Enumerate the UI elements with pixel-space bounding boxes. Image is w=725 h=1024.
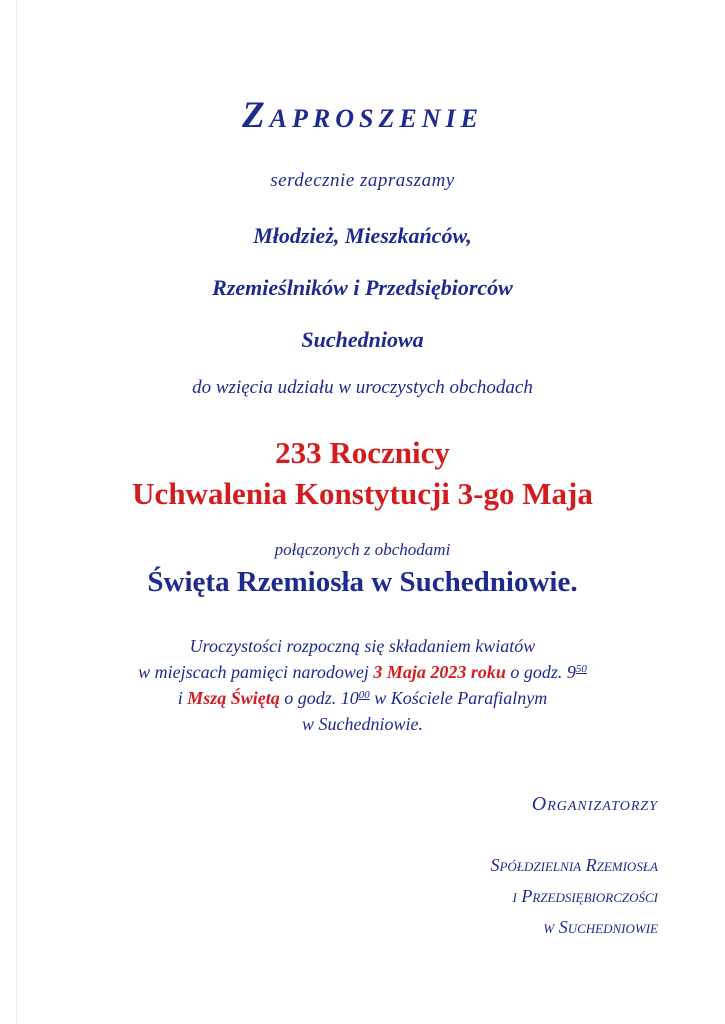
holy-mass: Mszą Świętą	[187, 688, 280, 708]
time-2-minutes: 00	[358, 689, 370, 701]
organizer-line-2: i Przedsiębiorczości	[512, 886, 658, 906]
details-line-2-mid: o godz. 9	[505, 662, 576, 682]
guests-line-3: Suchedniowa	[301, 327, 424, 352]
time-1-minutes: 50	[575, 663, 587, 675]
guests-line-1: Młodzież, Mieszkańców,	[253, 223, 472, 248]
event-details	[0, 633, 725, 737]
details-line-2	[0, 659, 725, 685]
details-line-2-pre: w miejscach pamięci narodowej	[138, 662, 374, 682]
organizer-line-3: w Suchedniowie	[543, 917, 658, 937]
guests-line-2: Rzemieślników i Przedsiębiorców	[212, 275, 513, 300]
organizers-block	[490, 850, 658, 943]
details-line-3-pre: i	[177, 688, 188, 708]
organizers-heading: Organizatorzy	[531, 793, 658, 815]
anniversary-line-1: 233 Rocznicy	[275, 435, 450, 470]
details-line-1: Uroczystości rozpoczną się składaniem kwiatów	[189, 636, 536, 656]
invitation-title: Zaproszenie	[242, 95, 483, 136]
invite-line: do wzięcia udziału w uroczystych obchodach	[192, 377, 533, 398]
details-line-3-mid: o godz. 10	[279, 688, 359, 708]
event-date: 3 Maja 2023 roku	[373, 662, 506, 682]
anniversary-line-2: Uchwalenia Konstytucji 3-go Maja	[132, 476, 593, 511]
page-edge-line	[16, 0, 17, 1024]
combined-line: połączonych z obchodami	[274, 540, 451, 559]
details-line-4: w Suchedniowie.	[302, 714, 423, 734]
details-line-3-post: w Kościele Parafialnym	[369, 688, 548, 708]
organizer-line-1: Spółdzielnia Rzemiosła	[490, 855, 658, 875]
feast-title: Święta Rzemiosła w Suchedniowie.	[147, 566, 578, 598]
invitation-subtitle: serdecznie zapraszamy	[270, 170, 455, 191]
details-line-3	[0, 685, 725, 711]
